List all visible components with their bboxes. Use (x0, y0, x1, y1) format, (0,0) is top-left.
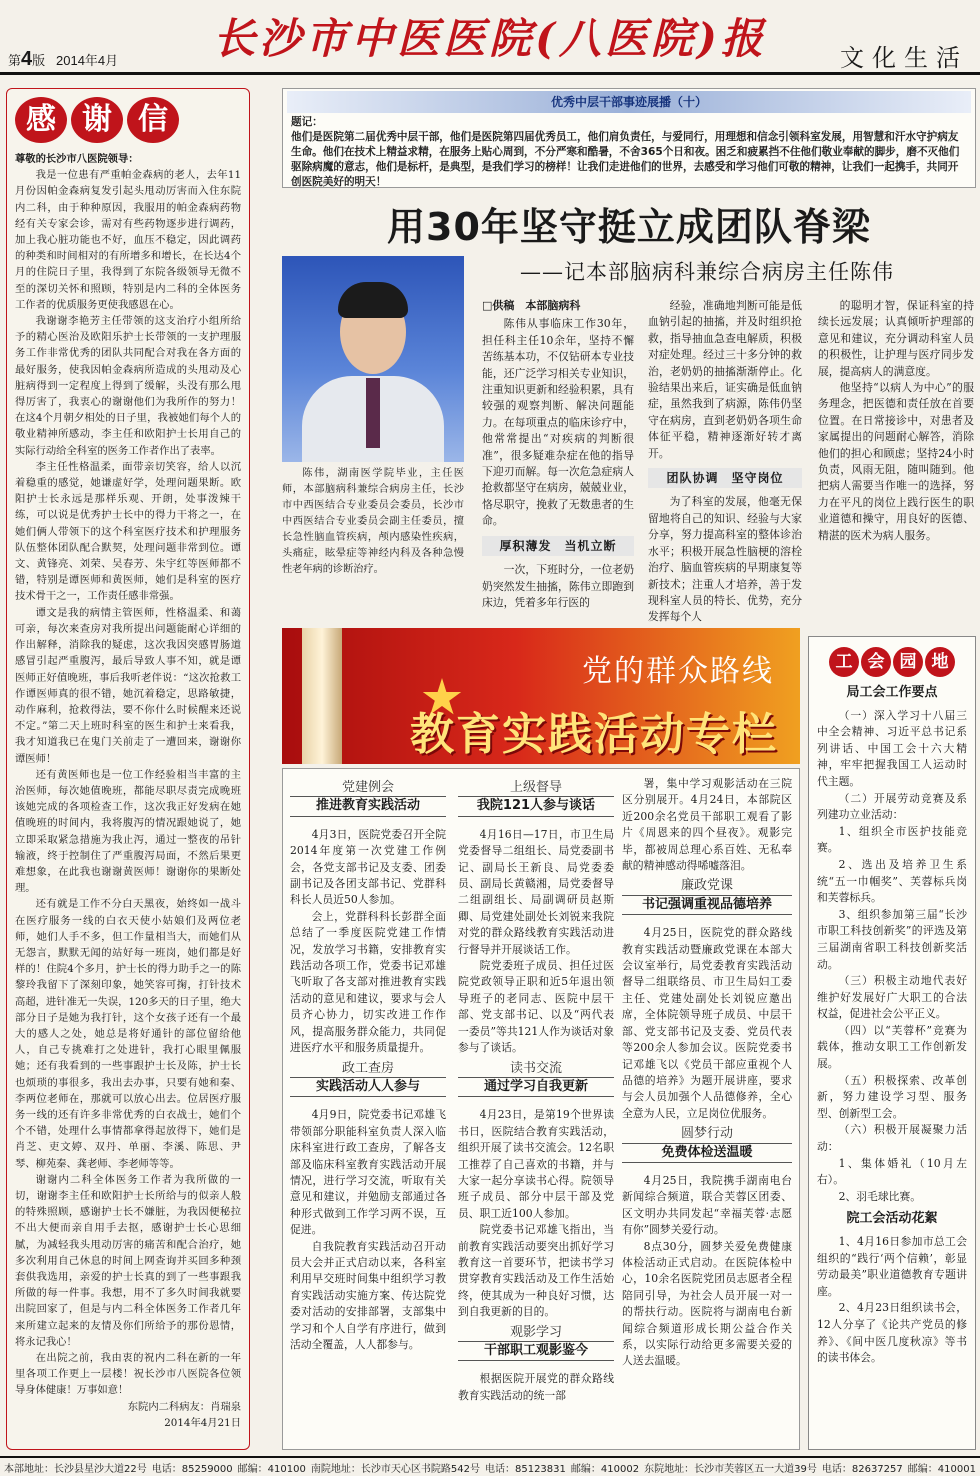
footer-item: 东院地址：长沙市芙蓉区五一大道39号 (644, 1464, 817, 1475)
feature-paragraph: 的聪明才智，保证科室的持续长远发展；认真倾听护理部的意见和建议，充分调动科室人员的积极性，让护理与医疗同步发展，提高病人的满意度。 (818, 299, 974, 378)
feature-col-1b-body (482, 562, 634, 611)
union-badge-char: 会 (861, 647, 891, 677)
union-badge (817, 647, 967, 677)
footer-item: 电话：85259000 (151, 1464, 233, 1475)
party-article-heading (458, 1325, 614, 1362)
party-article-kicker: 读书交流 (509, 1060, 562, 1076)
party-article-paragraph: 4月9日，院党委书记邓雄飞带领部分职能科室负责人深入临床科室进行政工查房，了解各支部及临床科室教育实践活动开展情况，进行学习交流，听取有关意见和建议，并勉励支部通过各种形式做到工作学习两不误，互促进。 (290, 1108, 446, 1237)
letter-title-char: 信 (127, 97, 179, 143)
party-article-heading (622, 878, 792, 915)
page-suffix: 版 (32, 53, 46, 68)
footer-addresses (4, 1460, 976, 1475)
party-col-3 (622, 776, 792, 1370)
party-banner-line1: 党的群众路线 (582, 654, 774, 689)
page-prefix: 第 (8, 53, 22, 68)
party-banner-line2: 教育实践活动专栏 (410, 709, 778, 760)
letter-paragraph: 谭文是我的病情主管医师，性格温柔、和蔼可亲，每次来查房对我所提出问题能耐心详细的作出解释，消除我的疑虑，这次我因突感胃肠道感冒引起严重腹泻，最后导致人事不知，就是谭医师正好值晚班，事后我听老伴说：“这次抢救工作谭医师真的很不错，她沉着稳定，思路敏捷，动作麻利，抢救得法，要不你什么时候醒来还说不定。”第二天上班时科室的医生和护士来看我，我才知道我已在鬼门关前走了一遭回来，谢谢你谭医师！ (15, 606, 241, 765)
masthead-rule (0, 72, 980, 75)
union-badge-char: 地 (925, 647, 955, 677)
intro-text: 他们是医院第二届优秀中层干部，他们是医院第四届优秀员工，他们肩负责任，与爱同行，用理想和信念引领科室发展，用智慧和汗水守护病友生命。他们在技术上精益求精，在服务上贴心周到，不分严寒和酷暑，不舍365个日和夜。困乏和疲累挡不住他们敬业奉献的脚步，磨不灭他们驱除病魔的意志，他们是标杆，是典型，是我们学习的榜样！让我们走进他们的世界，去感受和学习他们可敬的精神，让我们一起携手，共同开创医院美好的明天！ (291, 131, 960, 188)
feature-byline: □供稿 本部脑病科 (482, 299, 581, 312)
footer-item: 邮编：410001 (907, 1464, 976, 1475)
party-article-paragraph: 4月3日，医院党委召开全院2014年度第一次党建工作例会，各党支部书记及支委、团委副书记及各团支部书记、党群科科长人员近50人参加。 (290, 827, 446, 907)
party-article-kicker: 政工查房 (341, 1060, 394, 1076)
union-activity: 2、4月23日组织读书会，12人分享了《论共产党员的修养》、《间中医几度秋凉》等书的读书体会。 (817, 1301, 967, 1365)
party-article-paragraph: 会上，党群科科长彭群全面总结了一季度医院党建工作情况，发放学习书籍，安排教育实践活动各项工作，党委书记邓雄飞听取了各支部对推进教育实践活动的意见和建议，要求与会人员齐心协力，切实改进工作作风，提高服务群众能力，共同促进医疗水平和服务质量提升。 (290, 909, 446, 1055)
party-article-heading (458, 1061, 614, 1098)
letter-paragraph: 我谢谢李艳芳主任带领的这支治疗小组所给予的精心医治及欧阳乐护士长带领的一支护理服务工作非常优秀的团队共同配合对我在各方面的最好服务，使我因帕金森病所造成的头甩动及心脏病得到一定程度上得到了缓解，头没有那么甩得厉害了，我衷心的谢谢他们为我所作的努力！在这4个月朝夕相处的日子里，我被她们每个人的敬业精神所感动，李主任和欧阳护士长用自己的实际行动给全科室的医务工作者作出了表率。 (15, 315, 241, 457)
feature-headline: 用30年坚守挺立成团队脊梁 (387, 205, 871, 249)
union-item: 2、羽毛球比赛。 (838, 1189, 922, 1203)
party-article-title: 我院121人参与谈话 (458, 796, 614, 816)
union-item: （二）开展劳动竞赛及系列建功立业活动： (817, 791, 967, 822)
footer-item: 南院地址：长沙市天心区书院路542号 (310, 1464, 480, 1475)
union-item: （五）积极探索、改革创新，努力建设学习型、服务型、创新型工会。 (817, 1073, 967, 1120)
portrait-caption: 陈伟，湖南医学院毕业，主任医师，本部脑病科兼综合病房主任，长沙市中西医结合专业委员会委员，长沙市中西医结合专业委员会副主任委员，擅长急性脑血管疾病，颅内感染性疾病，头痛症，眩晕症等神经内科及各种急慢性老年病的诊断治疗。 (282, 468, 464, 575)
party-article-kicker: 圆梦行动 (680, 1126, 733, 1142)
feature-col-2b-body (648, 494, 802, 625)
party-article-paragraph: 4月23日，是第19个世界读书日，医院结合教育实践活动，组织开展了读书交流会。12名职工推荐了自己喜欢的书籍，并与大家一起分享读书心得。院领导班子成员、部分中层干部及党员、职工近100人参加。 (458, 1108, 614, 1220)
party-article-paragraph: 4月25日，医院党的群众路线教育实践活动暨廉政党课在本部大会议室举行，局党委教育实践活动督导二组联络员、市卫生局妇工委主任、党建处副处长刘锐应邀出席，全体院领导班子成员、中层干部、党支部书记及支委、党员代表等200余人参加会议。医院党委书记邓雄飞以《党员干部应重视个人品德的培养》为题开展讲座，要求与会人员加强个人品德修养，全心全意为人民，立足岗位优服务。 (622, 926, 792, 1120)
footer-item: 电话：85123831 (484, 1464, 566, 1475)
party-article-kicker: 廉政党课 (680, 878, 733, 894)
letter-greeting: 尊敬的长沙市八医院领导： (15, 153, 139, 165)
party-article-title: 实践活动人人参与 (290, 1077, 446, 1097)
party-article-paragraph: 根据医院开展党的群众路线教育实践活动的统一部 (458, 1372, 614, 1402)
union-item: （四）以“芙蓉杯”竞赛为载体，推动女职工工作创新发展。 (817, 1023, 967, 1071)
party-article-title: 书记强调重视品德培养 (622, 895, 792, 915)
union-item: 3、组织参加第三届“长沙市职工科技创新奖”的评选及第三届湖南省职工科技创新奖活动。 (817, 907, 967, 971)
feature-col-3 (818, 298, 974, 544)
union-activity: 1、4月16日参加市总工会组织的“践行‘两个信赖’，彰显劳动最美”职业道德教育专题讲座。 (817, 1235, 967, 1298)
union-item: 1、集体婚礼（10月左右）。 (817, 1156, 967, 1187)
party-article-kicker: 观影学习 (509, 1324, 562, 1340)
intro-label: 题记： (291, 116, 323, 128)
union-badge-char: 园 (893, 647, 923, 677)
feature-paragraph: 陈伟从事临床工作30年，担任科主任10余年，坚持不懈苦练基本功，不仅钻研本专业技能，还广泛学习相关专业知识，注重知识更新和经验积累，具有较强的观察判断、解决问题能力。在每项重点的临床诊疗中，他常常提出“对疾病的判断很准”，很多疑难杂症在他的指导下迎刃而解。每一次危急症病人抢救都坚守在病房，兢兢业业，恪尽职守，挽救了无数患者的生命。 (482, 317, 634, 528)
party-article-title: 推进教育实践活动 (290, 796, 446, 816)
letter-body (15, 167, 241, 1398)
series-intro (283, 113, 975, 192)
letter-heading (15, 97, 241, 147)
series-banner: 优秀中层干部事迹展播（十） (287, 91, 971, 113)
party-article-paragraph: 院党委班子成员、担任过医院党政领导正职和近5年退出领导班子的老同志、医院中层干部、党支部书记、以及“两代表一委员”等共121人作为谈话对象参与了谈话。 (458, 959, 614, 1055)
feature-paragraph: 经验，准确地判断可能是低血钠引起的抽搐，并及时组织抢救，指导抽血急查电解质，积极对症处理。经过三十多分钟的救治，老奶奶的抽搐渐渐停止。化验结果出来后，证实确是低血钠症，虽然我到了病源，陈伟仍坚守在病房，直到老奶奶各项生命体征平稳，精神逐渐好转才离开。 (648, 299, 802, 460)
union-item: （一）深入学习十八届三中全会精神、习近平总书记系列讲话、中国工会十六大精神，牢牢把握我国工人运动时代主题。 (817, 708, 967, 788)
party-article-paragraph: 署，集中学习观影活动在三院区分别展开。4月24日，本部院区近200余名党员干部职工观看了影片《周恩来的四个昼夜》。观影完毕，都被周总理心系百姓、无私奉献的精神感动得唏嘘落泪。 (622, 777, 792, 873)
party-article-heading (290, 1061, 446, 1098)
letter-title-char: 谢 (71, 97, 123, 143)
party-article-title: 通过学习自我更新 (458, 1077, 614, 1097)
letter-paragraph: 我是一位患有严重帕金森病的老人，去年11月份因帕金森病复发引起头甩动厉害而入住东院内二科，由于种种原因，我服用的帕金森病药物经有关专家会诊，需对有些药物逐步进行调药，加上我心脏功能也不好，血压不稳定，因此调药的种类和时间相对的有所增多和增长，在长达4个月的住院日子里，我得到了东院各级领导无微不至的深切关怀和照顾，特别是内二科的全体医务工作者的优质服务更使我感恩在心。 (15, 169, 241, 311)
footer-item: 邮编：410002 (570, 1464, 640, 1475)
party-article-heading (622, 1126, 792, 1163)
feature-paragraph: 为了科室的发展，他毫无保留地将自己的知识、经验与大家分享，努力提高科室的整体诊治水平；积极开展急性脑梗的溶栓治疗、脑血管疾病的早期康复等新技术；注重人才培养，善于发现科室人员的特长、优势，充分发挥每个人 (648, 495, 802, 624)
feature-col-2 (648, 298, 802, 626)
portrait-photo (282, 256, 464, 462)
party-article-paragraph: 8点30分，圆梦关爱免费健康体检活动正式启动。在医院体检中心，10余名医院党团员志愿者全程陪同引导，为社会人员开展一对一的帮扶行动。医院将与湖南电台新闻综合频道形成长期公益合作关系，以实际行动给更多需要关爱的人送去温暖。 (622, 1239, 792, 1368)
party-campaign-banner (282, 628, 800, 764)
huabiao-pillar-graphic (302, 628, 342, 764)
letter-title-seals (15, 102, 183, 137)
issue-date: 2014年4月 (56, 53, 119, 68)
union-corner (808, 636, 976, 1450)
footer-item: 本部地址：长沙县星沙大道22号 (4, 1464, 147, 1475)
party-article-kicker: 上级督导 (509, 780, 562, 795)
union-item: （三）积极主动地代表好维护好发展好广大职工的合法权益，促进社会公平正义。 (817, 974, 967, 1021)
party-article-paragraph: 4月25日，我院携手湖南电台新闻综合频道，联合芙蓉区团委、区文明办共同发起“幸福芙蓉·志愿有你”圆梦关爱行动。 (622, 1173, 792, 1237)
union-item: （六）积极开展凝聚力活动： (817, 1123, 967, 1154)
party-col-1 (290, 776, 446, 1353)
letter-paragraph: 李主任性格温柔，面带亲切笑容，给人以沉着稳重的感觉，她谦虚好学，处理问题果断。欧阳护士长永远是那样乐观、开朗，处事泼辣干练，可以说是优秀护士长中的得力干将之一，在她们俩人带领下的这个科室医疗技术和护理服务队伍整体团队配合默契，处理问题非常到位。谭文、黄锋亮、刘荣、吴春芳、朱宇红等医师都不错，特别是谭医师和黄医师，她们是科室的医疗技术骨干之一，工作责任感非常强。 (15, 460, 241, 603)
union-items (817, 708, 967, 1206)
page-number: 4 (21, 48, 33, 70)
party-article-paragraph: 院党委书记邓雄飞指出，当前教育实践活动要突出抓好学习教育这一首要环节，把读书学习贯穿教育实践活动及工作生活始终，使其成为一种良好习惯，达到自我更新的目的。 (458, 1223, 614, 1319)
letter-paragraph: 谢谢内二科全体医务工作者为我所做的一切，谢谢李主任和欧阳护士长所给与的似亲人般的特殊照顾，感谢护士长不嫌脏，为我因便秘拉不出大便而亲自用手去抠，感谢护士长心思细腻，为减轻我头甩动厉害的痛苦和配合治疗，她多次利用自己休息的时间上网查询并买回多种颈套供我选用，亲爱的护士长真的到了一些事跟我所做的每一件事。我想，用不了多久时间我就要出院回家了，但是与内二科全体医务工作者几年来所建立起来的友情及你们所给予的那份恩情，将永记我心！ (15, 1173, 241, 1348)
feature-paragraph: 他坚持“以病人为中心”的服务理念，把医德和责任放在首要位置。在日常接诊中，对患者及家属提出的问题耐心解答，消除他们的担心和顾虑；坚持24小时负责，风雨无阻，随叫随到。他把病人需要当作唯一的选择，努力在平凡的岗位上践行医生的职业道德和操守，用良好的医德、精湛的医术为病人服务。 (818, 381, 974, 542)
party-article-kicker: 党建例会 (341, 780, 394, 795)
letter-paragraph: 在出院之前，我由衷的祝内二科在新的一年里各项工作更上一层楼！祝长沙市八医院各位领导身体健康！万事如意！ (15, 1352, 241, 1397)
feature-col-2-body (648, 298, 802, 462)
footer-item: 邮编：410100 (237, 1464, 306, 1475)
feature-col-1 (482, 298, 634, 611)
letter-signoff: 东院内二科病友：肖瑞泉 (127, 1400, 241, 1413)
feature-subheadline: ——记本部脑病科兼综合病房主任陈伟 (520, 260, 894, 284)
thank-you-letter (6, 88, 250, 1450)
union-title-2: 院工会活动花絮 (846, 1211, 938, 1227)
feature-subtitle-1: 厚积薄发 当机立断 (482, 536, 634, 556)
party-article-heading (290, 780, 446, 817)
feature-subtitle-2: 团队协调 坚守岗位 (648, 468, 802, 488)
party-col-2 (458, 776, 614, 1404)
letter-paragraph: 还有黄医师也是一位工作经验相当丰富的主治医师，每次她值晚班，都能尽职尽责完成晚班该她完成的各项检查工作，这次我正好发病在她值晚班的时间内，我将腹泻的情况跟她说了，她立即采取紧急措施为我止泻，通过一整夜的吊针输液，终于控制住了严重腹泻局面，不然后果更难想象，在此我也谢谢黄医师！谢谢你的果断处理。 (15, 768, 241, 895)
union-items-2 (817, 1234, 967, 1367)
masthead-title: 长沙市中医医院(八医院)报 (213, 14, 767, 63)
section-title: 文化生活 (840, 44, 968, 72)
footer-rule (0, 1456, 980, 1458)
union-title-1: 局工会工作要点 (846, 685, 938, 700)
letter-paragraph: 还有就是工作不分白天黑夜，始终如一战斗在医疗服务一线的白衣天使小姑娘们及两位老师，她们人手不多，但工作量相当大，而她们从无怨言，默默无闻的站好每一班岗，她们都是好样的！住院4个多月，护士长的得力助手之一的陈黎玲我留下了深刻印象，她笑容可掬，打针技术高超，进针准无一失误，120多天的日子里，绝大部分日子是她为我打针，这个女孩子还有一个最大的感人之处，她总是将好通针的部位留给他人，自己专挑难打之处进针，我打心眼里佩服她；还有我看到的一些事跟护士长及陈，护士长也烦琐的事很多，我出去办事，只要有她和秦、李两位老师在，那就可以放心出去。位居医疗服务一线的还有许多非常优秀的白衣战士，她们个个不错，处理什么事情都拿得起放得下，她们是肖芝、吏文婷、双丹、单丽、李溪、陈思、尹琴、柳苑秦、龚老师、李老师等等。 (15, 898, 241, 1170)
feature-paragraph: 一次，下班时分，一位老奶奶突然发生抽搐，陈伟立即跑到床边，凭着多年行医的 (482, 563, 634, 609)
footer-item: 电话：82637257 (821, 1464, 903, 1475)
party-article-paragraph: 自我院教育实践活动召开动员大会并正式启动以来，各科室利用早交班时间集中组织学习教育实践活动实施方案、传达院党委对活动的安排部署，支部集中学习和个人自学有序进行，做到活动全覆盖，人人都参与。 (290, 1239, 446, 1351)
union-item: 2、选出及培养卫生系统“五一巾帼奖”、芙蓉标兵岗和芙蓉标兵。 (817, 857, 967, 905)
letter-date: 2014年4月21日 (164, 1416, 241, 1429)
letter-title-char: 感 (15, 97, 67, 143)
union-badge-char: 工 (829, 647, 859, 677)
party-article-heading (458, 780, 614, 817)
party-article-title: 干部职工观影鉴今 (458, 1341, 614, 1361)
feature-col-1-body (482, 316, 634, 529)
issue-meta (8, 48, 118, 71)
series-intro-box (282, 88, 976, 188)
party-article-paragraph: 4月16日—17日，市卫生局党委督导二组组长、局党委副书记、副局长王新良、局党委委员、副局长黄赣湘，局党委督导二组副组长、局副调研员赵斯卿、局党建处副处长刘锐来我院对党的群众路线教育实践活动进行督导并开展谈话工作。 (458, 827, 614, 956)
feature-col-3-body (818, 298, 974, 544)
union-item: 1、组织全市医护技能竞赛。 (817, 824, 967, 855)
party-article-title: 免费体检送温暖 (622, 1143, 792, 1163)
